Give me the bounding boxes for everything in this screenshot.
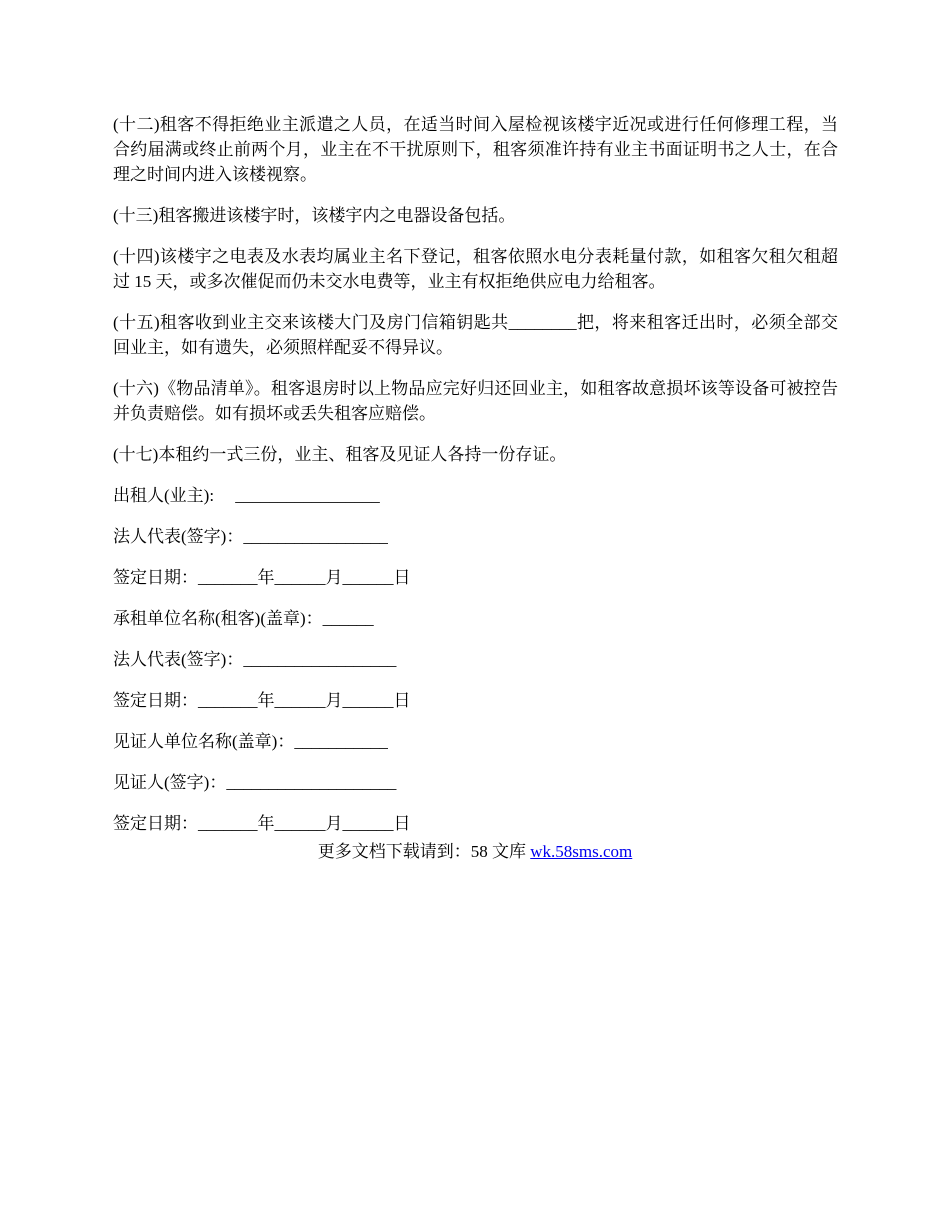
lessor-legal-rep-line: 法人代表(签字)：_________________ xyxy=(113,527,388,546)
footer-text: 更多文档下载请到：58 文库 xyxy=(317,842,531,861)
lessor-date-line: 签定日期：_______年______月______日 xyxy=(113,568,411,587)
footer-link[interactable]: wk.58sms.com xyxy=(530,842,633,861)
witness-date-line: 签定日期：_______年______月______日 xyxy=(113,814,411,833)
clause-13: (十三)租客搬进该楼宇时，该楼宇内之电器设备包括。 xyxy=(113,206,516,225)
lessee-unit-line: 承租单位名称(租客)(盖章)：______ xyxy=(113,609,374,628)
clause-16: (十六)《物品清单》。租客退房时以上物品应完好归还回业主，如租客故意损坏该等设备可被控告并负责赔偿。如有损坏或丢失租客应赔偿。 xyxy=(113,379,838,423)
signature-block xyxy=(113,483,838,836)
clause-15: (十五)租客收到业主交来该楼大门及房门信箱钥匙共________把，将来租客迁出时，必须全部交回业主，如有遗失，必须照样配妥不得异议。 xyxy=(113,313,838,357)
footer xyxy=(0,839,950,864)
clause-12: (十二)租客不得拒绝业主派遣之人员，在适当时间入屋检视该楼宇近况或进行任何修理工程，当合约届满或终止前两个月，业主在不干扰原则下，租客须准许持有业主书面证明书之人士，在合理之时间内进入该楼视察。 xyxy=(113,115,838,184)
document-body xyxy=(113,112,838,836)
lessee-date-line: 签定日期：_______年______月______日 xyxy=(113,691,411,710)
clause-17: (十七)本租约一式三份，业主、租客及见证人各持一份存证。 xyxy=(113,445,567,464)
clause-14: (十四)该楼宇之电表及水表均属业主名下登记，租客依照水电分表耗量付款，如租客欠租欠租超过 15 天，或多次催促而仍未交水电费等，业主有权拒绝供应电力给租客。 xyxy=(113,247,838,291)
witness-signature-line: 见证人(签字)：____________________ xyxy=(113,773,397,792)
lessee-legal-rep-line: 法人代表(签字)：__________________ xyxy=(113,650,397,669)
lessor-signature-line: 出租人(业主): _________________ xyxy=(113,486,380,505)
witness-unit-line: 见证人单位名称(盖章)：___________ xyxy=(113,732,388,751)
